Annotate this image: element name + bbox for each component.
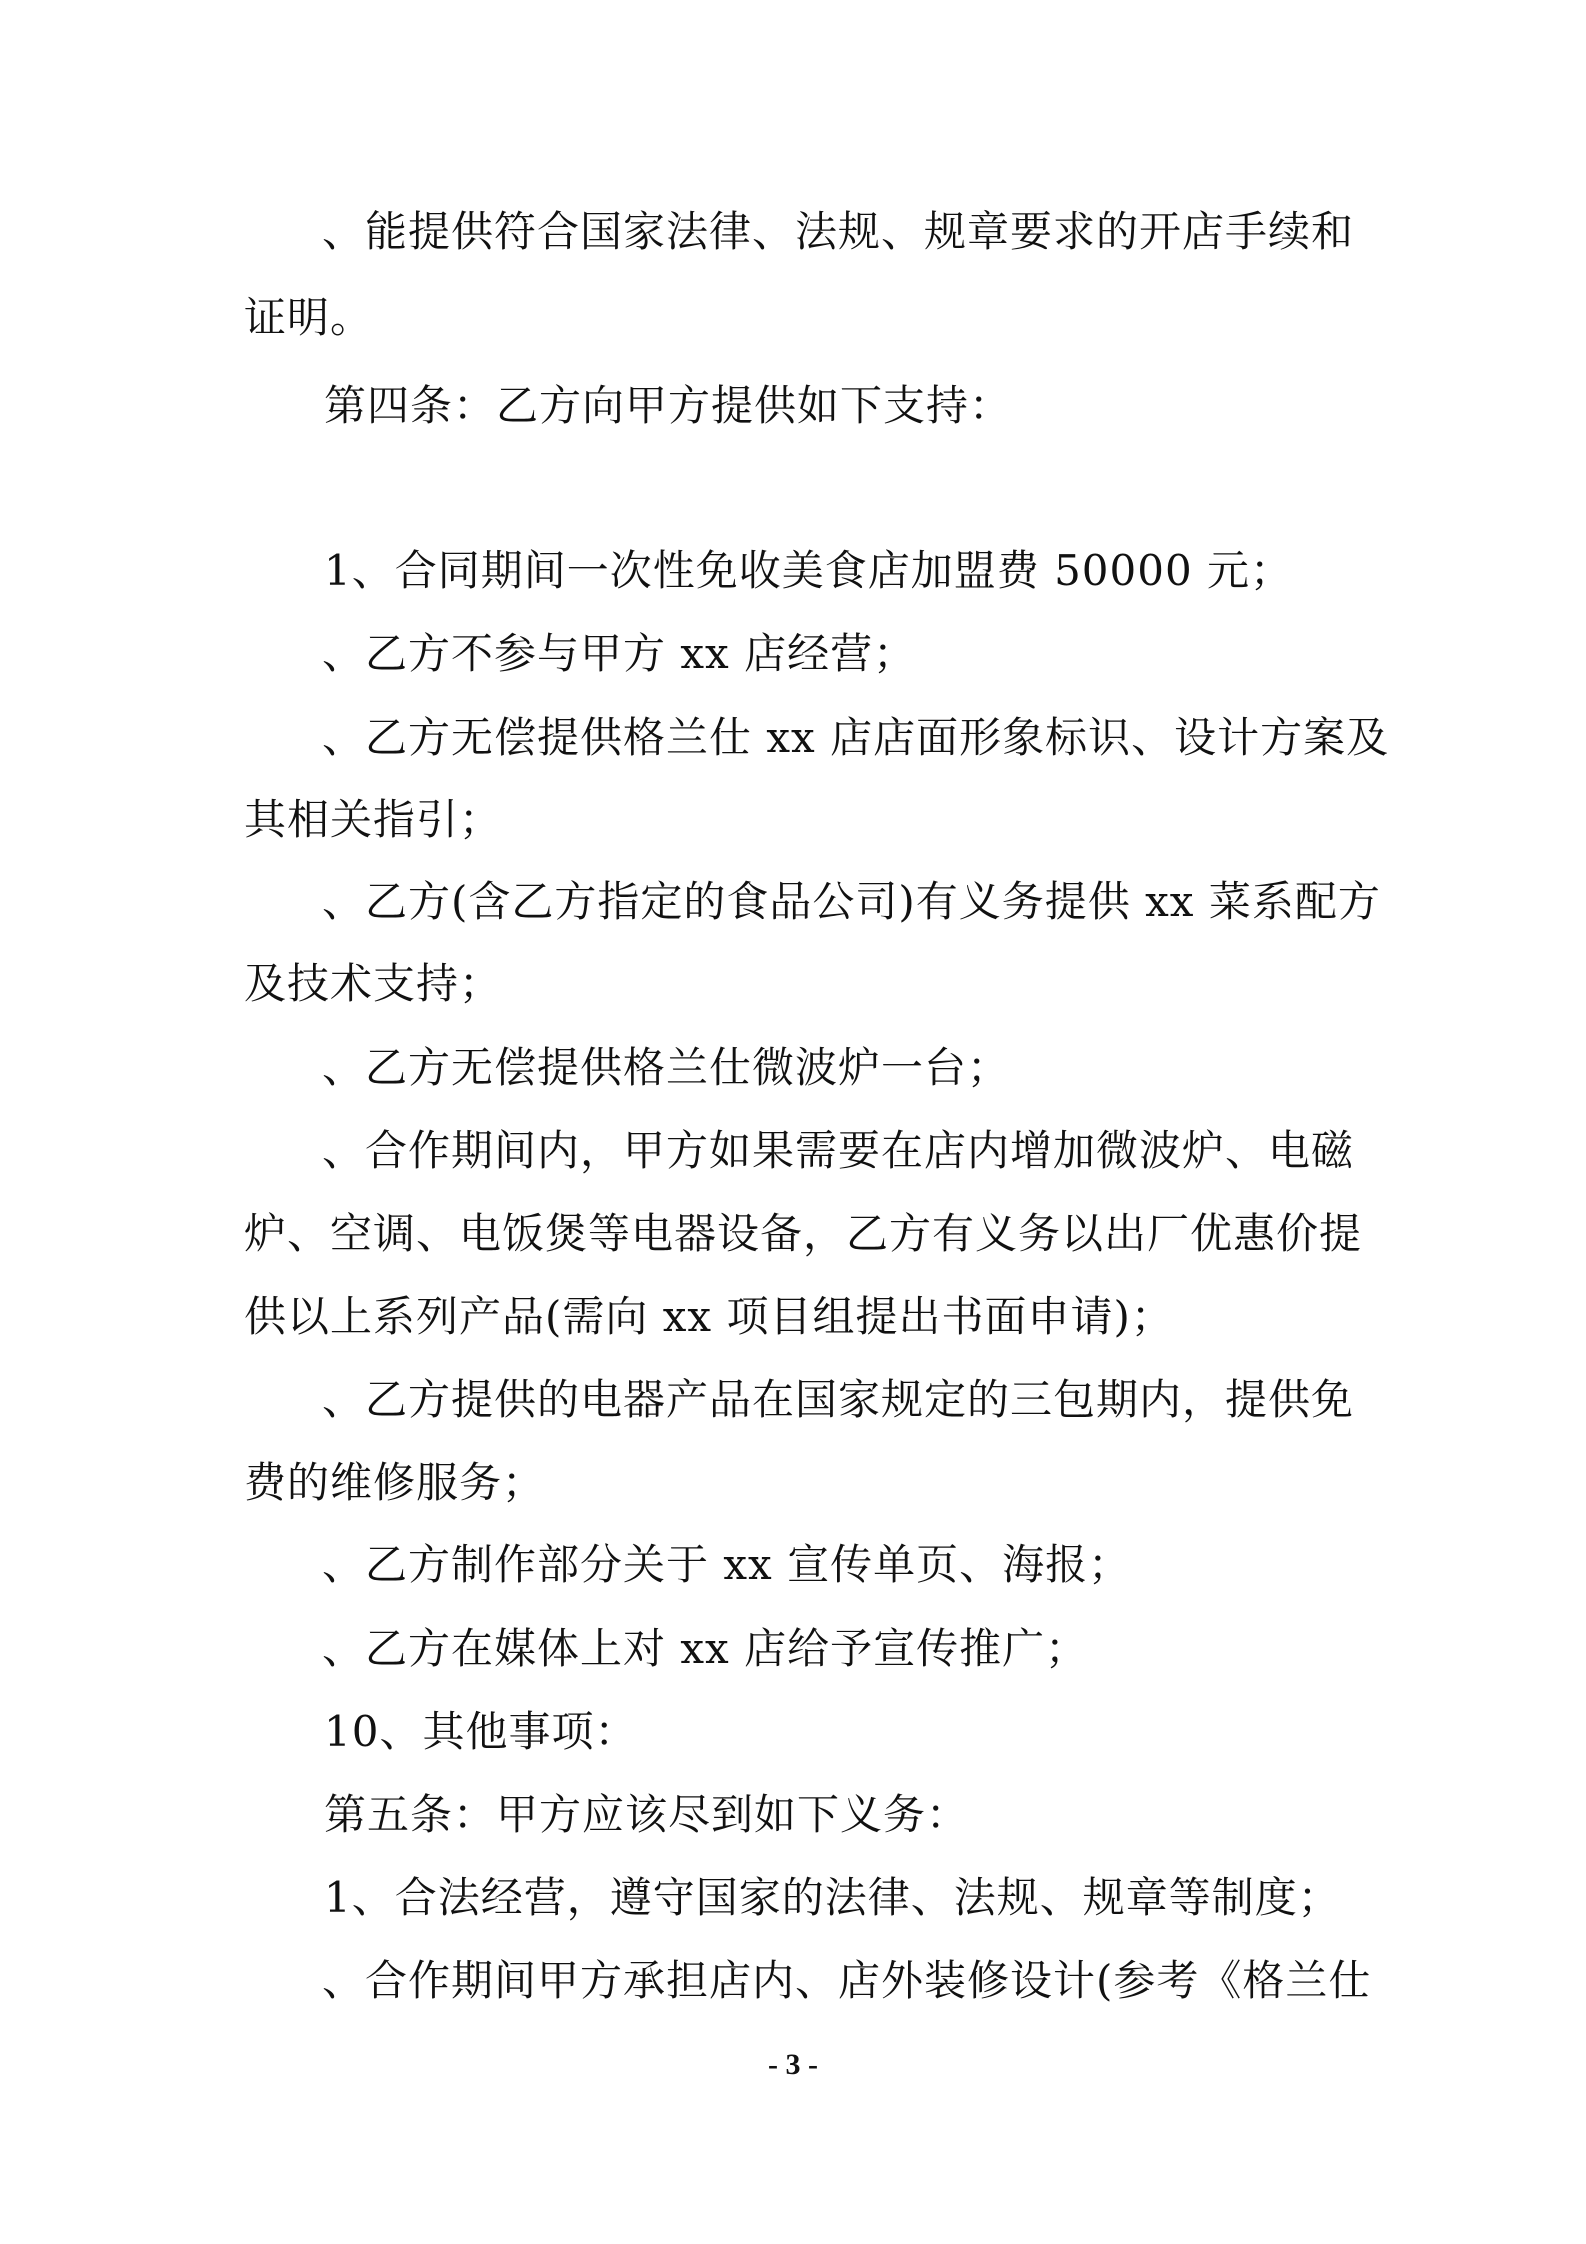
text-line-21: 、合作期间甲方承担店内、店外装修设计(参考《格兰仕 [322, 1956, 1372, 2005]
text-line-20: 1、合法经营，遵守国家的法律、法规、规章等制度； [324, 1873, 1341, 1922]
text-line-7: 其相关指引； [244, 795, 503, 844]
article-5-heading: 第五条：甲方应该尽到如下义务： [324, 1790, 970, 1839]
text-line-6: 、乙方无偿提供格兰仕 xx 店店面形象标识、设计方案及 [322, 713, 1390, 762]
text-line-4: 1、合同期间一次性免收美食店加盟费 50000 元； [324, 546, 1294, 595]
text-line-13: 供以上系列产品(需向 xx 项目组提出书面申请)； [244, 1292, 1174, 1341]
text-line-15: 费的维修服务； [244, 1458, 546, 1507]
text-line-18: 10、其他事项： [324, 1707, 638, 1756]
article-4-heading: 第四条：乙方向甲方提供如下支持： [324, 381, 1013, 430]
text-line-17: 、乙方在媒体上对 xx 店给予宣传推广； [322, 1624, 1089, 1673]
text-line-11: 、合作期间内，甲方如果需要在店内增加微波炉、电磁 [322, 1126, 1355, 1175]
text-line-10: 、乙方无偿提供格兰仕微波炉一台； [322, 1043, 1011, 1092]
text-line-12: 炉、空调、电饭煲等电器设备，乙方有义务以出厂优惠价提 [244, 1209, 1363, 1258]
page-number: - 3 - [768, 2048, 818, 2081]
text-line-16: 、乙方制作部分关于 xx 宣传单页、海报； [322, 1540, 1132, 1589]
text-line-5: 、乙方不参与甲方 xx 店经营； [322, 629, 917, 678]
text-line-1: 、能提供符合国家法律、法规、规章要求的开店手续和 [322, 207, 1355, 256]
text-line-14: 、乙方提供的电器产品在国家规定的三包期内，提供免 [322, 1375, 1355, 1424]
text-line-9: 及技术支持； [244, 959, 503, 1008]
text-line-2: 证明。 [244, 293, 374, 342]
text-line-8: 、乙方(含乙方指定的食品公司)有义务提供 xx 菜系配方 [322, 877, 1381, 926]
